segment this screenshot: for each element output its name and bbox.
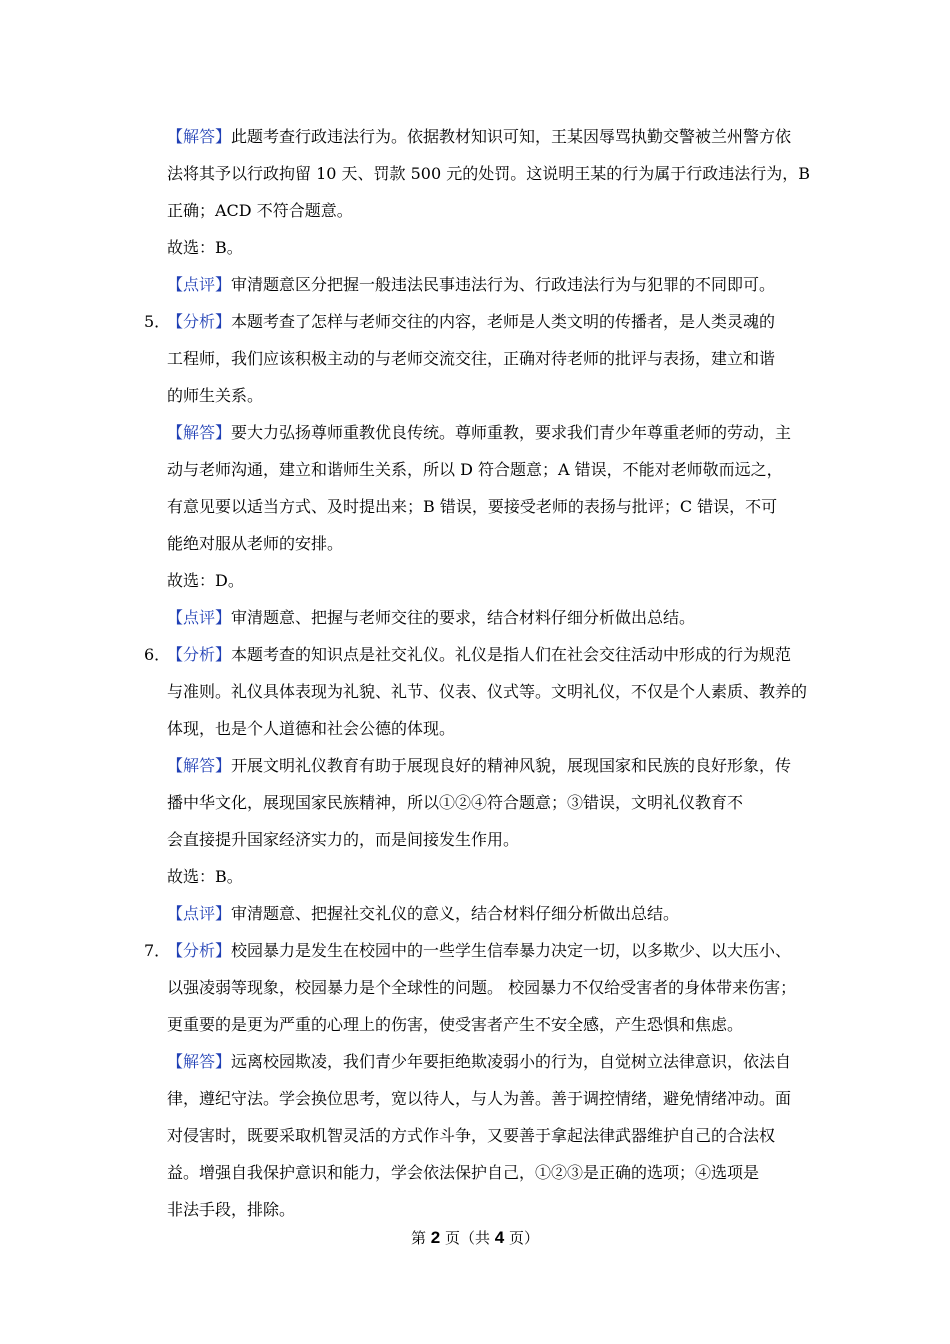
text-line — [136, 710, 816, 747]
text-line — [136, 377, 816, 414]
line-text: 远离校园欺凌，我们青少年要拒绝欺凌弱小的行为，自觉树立法律意识，依法自 — [231, 1052, 792, 1071]
line-text: 更重要的是更为严重的心理上的伤害，使受害者产生不安全感，产生恐惧和焦虑。 — [167, 1015, 744, 1034]
text-line — [136, 340, 816, 377]
line-text: 播中华文化，展现国家民族精神，所以①②④符合题意；③错误，文明礼仪教育不 — [167, 793, 744, 812]
line-text: 律，遵纪守法。学会换位思考，宽以待人，与人为善。善于调控情绪，避免情绪冲动。面 — [167, 1089, 792, 1108]
line-text: 校园暴力是发生在校园中的一些学生信奉暴力决定一切，以多欺少、以大压小、 — [231, 941, 792, 960]
text-line — [136, 599, 816, 636]
page-footer — [0, 1228, 950, 1248]
text-line — [136, 969, 816, 1006]
tag-fenxi: 【分析】 — [167, 941, 232, 960]
text-line — [136, 118, 816, 155]
tag-jieda: 【解答】 — [167, 756, 232, 775]
text-line — [136, 303, 816, 340]
line-text: 本题考查的知识点是社交礼仪。礼仪是指人们在社会交往活动中形成的行为规范 — [231, 645, 792, 664]
line-text: 正确；ACD 不符合题意。 — [167, 201, 353, 220]
tag-dianping: 【点评】 — [167, 904, 232, 923]
tag-fenxi: 【分析】 — [167, 645, 232, 664]
line-text: 的师生关系。 — [167, 386, 264, 405]
text-line — [136, 414, 816, 451]
line-text: 此题考查行政违法行为。依据教材知识可知，王某因辱骂执勤交警被兰州警方依 — [231, 127, 792, 146]
text-line — [136, 562, 816, 599]
line-text: 益。增强自我保护意识和能力，学会依法保护自己，①②③是正确的选项；④选项是 — [167, 1163, 760, 1182]
tag-dianping: 【点评】 — [167, 608, 232, 627]
line-text: 以强凌弱等现象，校园暴力是个全球性的问题。 校园暴力不仅给受害者的身体带来伤害； — [167, 978, 797, 997]
line-text: 与准则。礼仪具体表现为礼貌、礼节、仪表、仪式等。文明礼仪，不仅是个人素质、教养的 — [167, 682, 808, 701]
text-line — [136, 821, 816, 858]
tag-fenxi: 【分析】 — [167, 312, 232, 331]
question-number: 5． — [144, 312, 171, 331]
line-text: 要大力弘扬尊师重教优良传统。尊师重教，要求我们青少年尊重老师的劳动，主 — [231, 423, 792, 442]
text-line — [136, 488, 816, 525]
tag-jieda: 【解答】 — [167, 127, 232, 146]
text-line — [136, 895, 816, 932]
footer-total-pages: 4 — [494, 1228, 505, 1247]
tag-jieda: 【解答】 — [167, 423, 232, 442]
text-line — [136, 155, 816, 192]
line-text: 对侵害时，既要采取机智灵活的方式作斗争，又要善于拿起法律武器维护自己的合法权 — [167, 1126, 776, 1145]
line-text: 体现，也是个人道德和社会公德的体现。 — [167, 719, 456, 738]
line-text: 审清题意、把握社交礼仪的意义，结合材料仔细分析做出总结。 — [231, 904, 680, 923]
text-line — [136, 1080, 816, 1117]
text-line — [136, 1191, 816, 1228]
footer-middle: 页（共 — [444, 1229, 490, 1247]
answer-section — [136, 932, 816, 1228]
text-line — [136, 229, 816, 266]
question-number: 7． — [144, 941, 171, 960]
answer-section — [136, 118, 816, 303]
text-line — [136, 266, 816, 303]
line-text: 非法手段，排除。 — [167, 1200, 296, 1219]
tag-jieda: 【解答】 — [167, 1052, 232, 1071]
footer-suffix: 页） — [509, 1229, 540, 1247]
text-line — [136, 451, 816, 488]
text-line — [136, 858, 816, 895]
text-line — [136, 1117, 816, 1154]
text-line — [136, 1154, 816, 1191]
text-line — [136, 192, 816, 229]
line-text: 法将其予以行政拘留 10 天、罚款 500 元的处罚。这说明王某的行为属于行政违法行为，B — [167, 164, 811, 183]
line-text: 会直接提升国家经济实力的，而是间接发生作用。 — [167, 830, 520, 849]
text-line — [136, 747, 816, 784]
text-line — [136, 1006, 816, 1043]
line-text: 开展文明礼仪教育有助于展现良好的精神风貌，展现国家和民族的良好形象，传 — [231, 756, 792, 775]
answer-section — [136, 303, 816, 636]
text-line — [136, 636, 816, 673]
line-text: 动与老师沟通，建立和谐师生关系，所以 D 符合题意；A 错误，不能对老师敬而远之， — [167, 460, 783, 479]
line-text: 有意见要以适当方式、及时提出来；B 错误，要接受老师的表扬与批评；C 错误，不可 — [167, 497, 778, 516]
footer-prefix: 第 — [410, 1229, 426, 1247]
line-text: 工程师，我们应该积极主动的与老师交流交往，正确对待老师的批评与表扬，建立和谐 — [167, 349, 776, 368]
footer-page-number: 2 — [430, 1228, 441, 1247]
line-text: 审清题意区分把握一般违法民事违法行为、行政违法行为与犯罪的不同即可。 — [231, 275, 776, 294]
text-line — [136, 525, 816, 562]
line-text: 故选：D。 — [167, 571, 244, 590]
line-text: 本题考查了怎样与老师交往的内容，老师是人类文明的传播者，是人类灵魂的 — [231, 312, 776, 331]
question-number: 6． — [144, 645, 171, 664]
answer-content — [136, 118, 816, 1228]
line-text: 能绝对服从老师的安排。 — [167, 534, 344, 553]
line-text: 故选：B。 — [167, 238, 243, 257]
text-line — [136, 784, 816, 821]
text-line — [136, 932, 816, 969]
text-line — [136, 1043, 816, 1080]
tag-dianping: 【点评】 — [167, 275, 232, 294]
line-text: 审清题意、把握与老师交往的要求，结合材料仔细分析做出总结。 — [231, 608, 696, 627]
line-text: 故选：B。 — [167, 867, 243, 886]
answer-section — [136, 636, 816, 932]
text-line — [136, 673, 816, 710]
